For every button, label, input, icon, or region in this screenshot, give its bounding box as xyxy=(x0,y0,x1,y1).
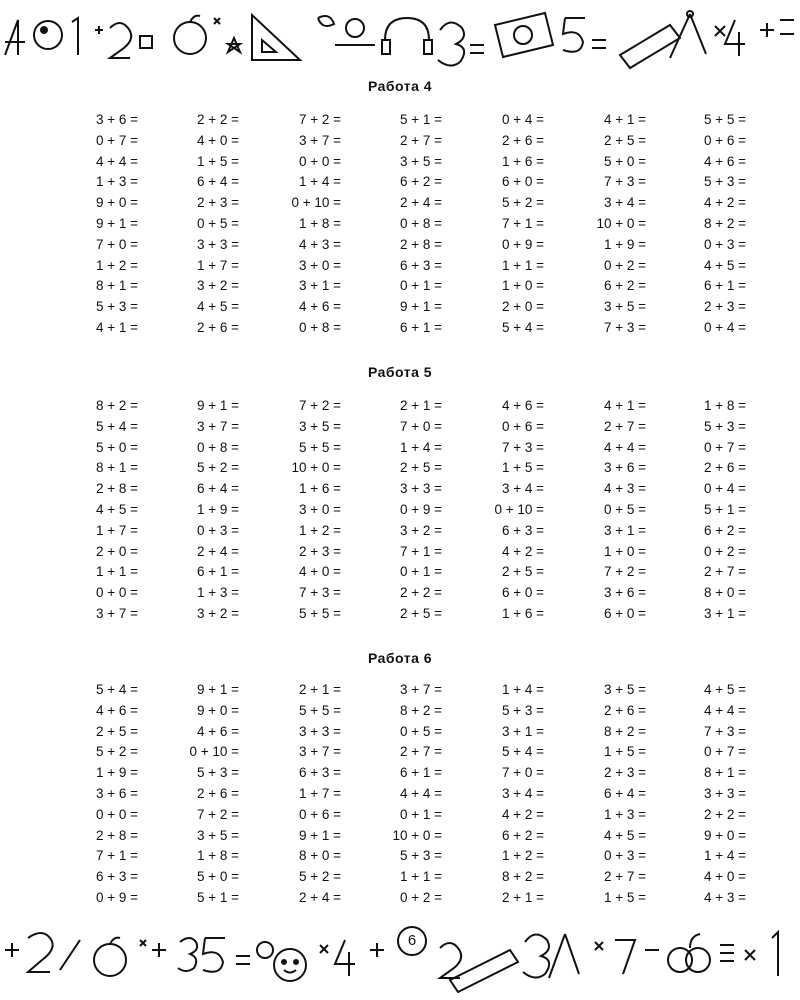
exercise-cell: 6 + 0 = xyxy=(603,605,646,621)
exercise-cell: 6 + 0 = xyxy=(501,174,544,190)
exercise-cell: 3 + 3 = xyxy=(298,723,341,739)
exercise-cell: 1 + 1 = xyxy=(399,869,442,885)
exercise-cell: 3 + 6 = xyxy=(95,112,138,127)
exercise-cell: 0 + 9 = xyxy=(399,501,442,517)
exercise-cell: 3 + 1 = xyxy=(703,605,746,621)
exercise-row xyxy=(0,604,800,625)
exercise-cell: 7 + 3 = xyxy=(501,439,544,455)
exercise-cell: 8 + 0 = xyxy=(703,585,746,601)
exercise-row xyxy=(0,396,800,417)
exercise-cell: 4 + 3 = xyxy=(603,481,646,497)
exercise-cell: 2 + 7 = xyxy=(603,418,646,434)
section-title-work-6: Работа 6 xyxy=(367,650,433,666)
exercise-cell: 2 + 7 = xyxy=(703,564,746,580)
exercise-cell: 0 + 0 = xyxy=(95,806,138,822)
exercise-cell: 8 + 1 = xyxy=(95,460,138,476)
exercise-cell: 2 + 3 = xyxy=(603,765,646,781)
exercise-cell: 4 + 4 = xyxy=(603,439,646,455)
exercise-cell: 0 + 3 = xyxy=(196,522,239,538)
exercise-row xyxy=(0,521,800,542)
exercise-cell: 6 + 4 = xyxy=(603,785,646,801)
exercise-row xyxy=(0,193,800,214)
exercise-cell: 2 + 8 = xyxy=(95,827,138,843)
exercise-cell: 8 + 0 = xyxy=(298,848,341,864)
exercise-row xyxy=(0,235,800,256)
exercise-cell: 8 + 2 = xyxy=(501,869,544,885)
exercise-cell: 9 + 0 = xyxy=(703,827,746,843)
exercise-cell: 1 + 7 = xyxy=(196,257,239,273)
exercise-cell: 3 + 7 = xyxy=(298,744,341,760)
exercise-cell: 1 + 1 = xyxy=(95,564,138,580)
exercise-cell: 7 + 3 = xyxy=(703,723,746,739)
exercise-cell: 7 + 3 = xyxy=(603,319,646,335)
exercise-cell: 1 + 3 = xyxy=(196,585,239,601)
exercise-cell: 3 + 5 = xyxy=(603,682,646,697)
exercise-cell: 4 + 1 = xyxy=(95,319,138,335)
exercise-cell: 3 + 7 = xyxy=(196,418,239,434)
exercise-cell: 1 + 8 = xyxy=(196,848,239,864)
exercise-row xyxy=(0,131,800,152)
exercise-grid-work-5 xyxy=(0,396,800,625)
exercise-cell: 2 + 2 = xyxy=(196,112,239,127)
exercise-cell: 1 + 3 = xyxy=(603,806,646,822)
exercise-cell: 7 + 1 = xyxy=(95,848,138,864)
exercise-cell: 4 + 4 = xyxy=(703,702,746,718)
exercise-row xyxy=(0,784,800,805)
exercise-cell: 2 + 6 = xyxy=(603,702,646,718)
exercise-cell: 1 + 9 = xyxy=(603,236,646,252)
exercise-cell: 4 + 0 = xyxy=(196,132,239,148)
exercise-cell: 5 + 2 = xyxy=(298,869,341,885)
exercise-cell: 0 + 6 = xyxy=(703,132,746,148)
exercise-cell: 2 + 6 = xyxy=(196,319,239,335)
exercise-cell: 2 + 6 = xyxy=(196,785,239,801)
exercise-cell: 3 + 0 = xyxy=(298,257,341,273)
exercise-cell: 7 + 1 = xyxy=(399,543,442,559)
exercise-cell: 7 + 0 = xyxy=(399,418,442,434)
exercise-cell: 5 + 2 = xyxy=(95,744,138,760)
exercise-cell: 4 + 1 = xyxy=(603,112,646,127)
exercise-cell: 1 + 8 = xyxy=(703,398,746,413)
exercise-cell: 0 + 10 = xyxy=(291,195,341,211)
exercise-cell: 3 + 7 = xyxy=(298,132,341,148)
exercise-cell: 3 + 7 = xyxy=(399,682,442,697)
exercise-cell: 0 + 5 = xyxy=(196,215,239,231)
exercise-cell: 9 + 1 = xyxy=(196,398,239,413)
exercise-cell: 5 + 5 = xyxy=(298,439,341,455)
exercise-cell: 1 + 2 = xyxy=(95,257,138,273)
exercise-cell: 5 + 0 = xyxy=(196,869,239,885)
exercise-cell: 4 + 5 = xyxy=(196,299,239,315)
exercise-cell: 4 + 1 = xyxy=(603,398,646,413)
exercise-cell: 7 + 3 = xyxy=(298,585,341,601)
exercise-cell: 4 + 0 = xyxy=(298,564,341,580)
exercise-cell: 7 + 1 = xyxy=(501,215,544,231)
exercise-cell: 3 + 6 = xyxy=(95,785,138,801)
exercise-row xyxy=(0,438,800,459)
exercise-cell: 2 + 1 = xyxy=(501,889,544,905)
exercise-cell: 9 + 1 = xyxy=(95,215,138,231)
exercise-cell: 6 + 1 = xyxy=(399,765,442,781)
exercise-row xyxy=(0,276,800,297)
exercise-cell: 5 + 4 = xyxy=(501,319,544,335)
exercise-row xyxy=(0,826,800,847)
exercise-cell: 1 + 3 = xyxy=(95,174,138,190)
exercise-cell: 2 + 1 = xyxy=(298,682,341,697)
exercise-cell: 2 + 7 = xyxy=(399,744,442,760)
exercise-cell: 3 + 1 = xyxy=(603,522,646,538)
exercise-cell: 1 + 2 = xyxy=(501,848,544,864)
exercise-cell: 10 + 0 = xyxy=(291,460,341,476)
exercise-cell: 6 + 2 = xyxy=(703,522,746,538)
exercise-row xyxy=(0,763,800,784)
exercise-cell: 4 + 6 = xyxy=(196,723,239,739)
exercise-cell: 3 + 3 = xyxy=(703,785,746,801)
exercise-cell: 5 + 4 = xyxy=(501,744,544,760)
exercise-cell: 6 + 3 = xyxy=(501,522,544,538)
exercise-cell: 1 + 7 = xyxy=(95,522,138,538)
exercise-row xyxy=(0,742,800,763)
exercise-cell: 0 + 3 = xyxy=(703,236,746,252)
exercise-cell: 5 + 3 = xyxy=(196,765,239,781)
exercise-cell: 2 + 8 = xyxy=(399,236,442,252)
exercise-cell: 5 + 0 = xyxy=(603,153,646,169)
exercise-cell: 5 + 2 = xyxy=(196,460,239,476)
exercise-cell: 4 + 6 = xyxy=(501,398,544,413)
exercise-row xyxy=(0,867,800,888)
exercise-cell: 4 + 2 = xyxy=(501,806,544,822)
exercise-cell: 2 + 0 = xyxy=(95,543,138,559)
exercise-cell: 4 + 4 = xyxy=(95,153,138,169)
exercise-cell: 4 + 2 = xyxy=(703,195,746,211)
exercise-cell: 8 + 1 = xyxy=(703,765,746,781)
exercise-cell: 0 + 1 = xyxy=(399,564,442,580)
exercise-cell: 4 + 0 = xyxy=(703,869,746,885)
exercise-cell: 6 + 1 = xyxy=(703,278,746,294)
exercise-cell: 3 + 5 = xyxy=(399,153,442,169)
exercise-cell: 0 + 7 = xyxy=(703,744,746,760)
exercise-cell: 2 + 7 = xyxy=(603,869,646,885)
exercise-cell: 5 + 3 = xyxy=(703,418,746,434)
exercise-cell: 8 + 2 = xyxy=(703,215,746,231)
exercise-cell: 0 + 6 = xyxy=(298,806,341,822)
exercise-row xyxy=(0,500,800,521)
exercise-cell: 5 + 5 = xyxy=(298,605,341,621)
exercise-cell: 1 + 0 = xyxy=(603,543,646,559)
exercise-cell: 5 + 1 = xyxy=(399,112,442,127)
exercise-cell: 2 + 2 = xyxy=(703,806,746,822)
exercise-row xyxy=(0,562,800,583)
exercise-cell: 3 + 3 = xyxy=(196,236,239,252)
exercise-cell: 10 + 0 = xyxy=(596,215,646,231)
exercise-cell: 3 + 5 = xyxy=(196,827,239,843)
exercise-cell: 6 + 3 = xyxy=(298,765,341,781)
exercise-cell: 3 + 4 = xyxy=(501,481,544,497)
exercise-cell: 3 + 6 = xyxy=(603,585,646,601)
exercise-cell: 9 + 0 = xyxy=(196,702,239,718)
exercise-row xyxy=(0,542,800,563)
doodle-strip-top-icon xyxy=(0,0,800,70)
exercise-cell: 3 + 4 = xyxy=(501,785,544,801)
exercise-cell: 4 + 6 = xyxy=(703,153,746,169)
exercise-cell: 3 + 3 = xyxy=(399,481,442,497)
exercise-cell: 3 + 5 = xyxy=(603,299,646,315)
exercise-cell: 7 + 3 = xyxy=(603,174,646,190)
exercise-cell: 3 + 0 = xyxy=(298,501,341,517)
exercise-cell: 5 + 4 = xyxy=(95,682,138,697)
exercise-cell: 5 + 1 = xyxy=(703,501,746,517)
exercise-cell: 1 + 0 = xyxy=(501,278,544,294)
exercise-cell: 6 + 2 = xyxy=(501,827,544,843)
exercise-cell: 7 + 2 = xyxy=(603,564,646,580)
exercise-cell: 0 + 9 = xyxy=(95,889,138,905)
exercise-cell: 4 + 2 = xyxy=(501,543,544,559)
exercise-cell: 0 + 1 = xyxy=(399,278,442,294)
exercise-row xyxy=(0,888,800,909)
exercise-cell: 0 + 0 = xyxy=(298,153,341,169)
exercise-cell: 3 + 1 = xyxy=(298,278,341,294)
exercise-cell: 2 + 7 = xyxy=(399,132,442,148)
exercise-grid-work-6 xyxy=(0,680,800,909)
exercise-cell: 3 + 5 = xyxy=(298,418,341,434)
exercise-row xyxy=(0,701,800,722)
exercise-cell: 3 + 2 = xyxy=(196,605,239,621)
exercise-cell: 7 + 2 = xyxy=(298,112,341,127)
exercise-cell: 8 + 1 = xyxy=(95,278,138,294)
exercise-cell: 2 + 5 = xyxy=(95,723,138,739)
exercise-row xyxy=(0,152,800,173)
exercise-cell: 0 + 8 = xyxy=(399,215,442,231)
exercise-cell: 1 + 6 = xyxy=(501,605,544,621)
exercise-cell: 0 + 8 = xyxy=(298,319,341,335)
exercise-cell: 4 + 5 = xyxy=(95,501,138,517)
exercise-cell: 1 + 5 = xyxy=(196,153,239,169)
exercise-cell: 6 + 2 = xyxy=(399,174,442,190)
exercise-cell: 0 + 10 = xyxy=(189,744,239,760)
exercise-row xyxy=(0,722,800,743)
exercise-row xyxy=(0,479,800,500)
exercise-cell: 2 + 5 = xyxy=(399,605,442,621)
exercise-cell: 5 + 4 = xyxy=(95,418,138,434)
exercise-cell: 0 + 7 = xyxy=(703,439,746,455)
exercise-cell: 7 + 2 = xyxy=(298,398,341,413)
exercise-cell: 0 + 7 = xyxy=(95,132,138,148)
exercise-row xyxy=(0,680,800,701)
exercise-cell: 2 + 8 = xyxy=(95,481,138,497)
exercise-cell: 1 + 2 = xyxy=(298,522,341,538)
exercise-cell: 2 + 3 = xyxy=(703,299,746,315)
exercise-cell: 2 + 3 = xyxy=(298,543,341,559)
exercise-cell: 8 + 2 = xyxy=(95,398,138,413)
section-title-work-5: Работа 5 xyxy=(367,364,433,380)
exercise-cell: 1 + 5 = xyxy=(603,889,646,905)
exercise-cell: 4 + 3 = xyxy=(703,889,746,905)
exercise-cell: 2 + 2 = xyxy=(399,585,442,601)
exercise-cell: 5 + 2 = xyxy=(501,195,544,211)
exercise-cell: 9 + 1 = xyxy=(196,682,239,697)
exercise-cell: 0 + 2 = xyxy=(603,257,646,273)
exercise-cell: 2 + 5 = xyxy=(399,460,442,476)
exercise-cell: 0 + 1 = xyxy=(399,806,442,822)
exercise-cell: 1 + 4 = xyxy=(703,848,746,864)
exercise-cell: 0 + 2 = xyxy=(703,543,746,559)
exercise-cell: 1 + 9 = xyxy=(95,765,138,781)
exercise-cell: 0 + 2 = xyxy=(399,889,442,905)
exercise-cell: 6 + 3 = xyxy=(399,257,442,273)
exercise-cell: 9 + 0 = xyxy=(95,195,138,211)
exercise-cell: 2 + 5 = xyxy=(501,564,544,580)
exercise-cell: 8 + 2 = xyxy=(603,723,646,739)
exercise-cell: 0 + 10 = xyxy=(494,501,544,517)
exercise-cell: 6 + 4 = xyxy=(196,174,239,190)
exercise-cell: 2 + 4 = xyxy=(298,889,341,905)
exercise-cell: 0 + 5 = xyxy=(399,723,442,739)
exercise-cell: 6 + 1 = xyxy=(399,319,442,335)
exercise-cell: 5 + 0 = xyxy=(95,439,138,455)
exercise-cell: 0 + 5 = xyxy=(603,501,646,517)
exercise-cell: 2 + 3 = xyxy=(196,195,239,211)
exercise-cell: 0 + 9 = xyxy=(501,236,544,252)
exercise-cell: 2 + 0 = xyxy=(501,299,544,315)
exercise-cell: 1 + 6 = xyxy=(298,481,341,497)
exercise-cell: 5 + 3 = xyxy=(95,299,138,315)
exercise-cell: 1 + 4 = xyxy=(399,439,442,455)
exercise-cell: 6 + 2 = xyxy=(603,278,646,294)
exercise-cell: 2 + 4 = xyxy=(196,543,239,559)
exercise-cell: 1 + 4 = xyxy=(298,174,341,190)
exercise-cell: 9 + 1 = xyxy=(399,299,442,315)
exercise-cell: 1 + 5 = xyxy=(501,460,544,476)
exercise-row xyxy=(0,256,800,277)
exercise-cell: 2 + 6 = xyxy=(703,460,746,476)
exercise-cell: 9 + 1 = xyxy=(298,827,341,843)
exercise-cell: 0 + 8 = xyxy=(196,439,239,455)
exercise-cell: 0 + 4 = xyxy=(703,319,746,335)
exercise-cell: 0 + 6 = xyxy=(501,418,544,434)
exercise-cell: 0 + 3 = xyxy=(603,848,646,864)
exercise-cell: 1 + 8 = xyxy=(298,215,341,231)
exercise-cell: 4 + 6 = xyxy=(95,702,138,718)
exercise-cell: 2 + 5 = xyxy=(603,132,646,148)
exercise-row xyxy=(0,110,800,131)
exercise-cell: 7 + 0 = xyxy=(95,236,138,252)
exercise-row xyxy=(0,172,800,193)
exercise-cell: 4 + 5 = xyxy=(703,257,746,273)
exercise-cell: 5 + 1 = xyxy=(196,889,239,905)
exercise-row xyxy=(0,318,800,339)
exercise-cell: 5 + 3 = xyxy=(703,174,746,190)
exercise-row xyxy=(0,214,800,235)
exercise-row xyxy=(0,297,800,318)
exercise-cell: 7 + 2 = xyxy=(196,806,239,822)
exercise-cell: 7 + 0 = xyxy=(501,765,544,781)
exercise-cell: 6 + 1 = xyxy=(196,564,239,580)
exercise-row xyxy=(0,583,800,604)
exercise-cell: 1 + 1 = xyxy=(501,257,544,273)
exercise-cell: 0 + 4 = xyxy=(703,481,746,497)
exercise-cell: 2 + 1 = xyxy=(399,398,442,413)
top-decorative-border xyxy=(0,0,800,70)
exercise-row xyxy=(0,805,800,826)
exercise-cell: 1 + 6 = xyxy=(501,153,544,169)
exercise-row xyxy=(0,846,800,867)
exercise-cell: 1 + 9 = xyxy=(196,501,239,517)
exercise-cell: 2 + 4 = xyxy=(399,195,442,211)
exercise-row xyxy=(0,458,800,479)
exercise-cell: 5 + 5 = xyxy=(298,702,341,718)
exercise-cell: 5 + 3 = xyxy=(399,848,442,864)
section-title-work-4: Работа 4 xyxy=(367,78,433,94)
exercise-cell: 1 + 4 = xyxy=(501,682,544,697)
exercise-cell: 3 + 7 = xyxy=(95,605,138,621)
exercise-cell: 2 + 6 = xyxy=(501,132,544,148)
exercise-cell: 0 + 4 = xyxy=(501,112,544,127)
exercise-cell: 4 + 3 = xyxy=(298,236,341,252)
exercise-cell: 6 + 4 = xyxy=(196,481,239,497)
exercise-cell: 3 + 2 = xyxy=(399,522,442,538)
exercise-cell: 5 + 3 = xyxy=(501,702,544,718)
exercise-cell: 4 + 5 = xyxy=(603,827,646,843)
exercise-cell: 6 + 0 = xyxy=(501,585,544,601)
exercise-cell: 3 + 6 = xyxy=(603,460,646,476)
exercise-row xyxy=(0,417,800,438)
exercise-cell: 4 + 6 = xyxy=(298,299,341,315)
exercise-grid-work-4 xyxy=(0,110,800,339)
exercise-cell: 10 + 0 = xyxy=(392,827,442,843)
exercise-cell: 3 + 1 = xyxy=(501,723,544,739)
exercise-cell: 8 + 2 = xyxy=(399,702,442,718)
exercise-cell: 3 + 4 = xyxy=(603,195,646,211)
exercise-cell: 0 + 0 = xyxy=(95,585,138,601)
exercise-cell: 3 + 2 = xyxy=(196,278,239,294)
exercise-cell: 6 + 3 = xyxy=(95,869,138,885)
exercise-cell: 4 + 5 = xyxy=(703,682,746,697)
page-number: 6 xyxy=(397,926,427,956)
exercise-cell: 5 + 5 = xyxy=(703,112,746,127)
exercise-cell: 1 + 7 = xyxy=(298,785,341,801)
exercise-cell: 4 + 4 = xyxy=(399,785,442,801)
exercise-cell: 1 + 5 = xyxy=(603,744,646,760)
